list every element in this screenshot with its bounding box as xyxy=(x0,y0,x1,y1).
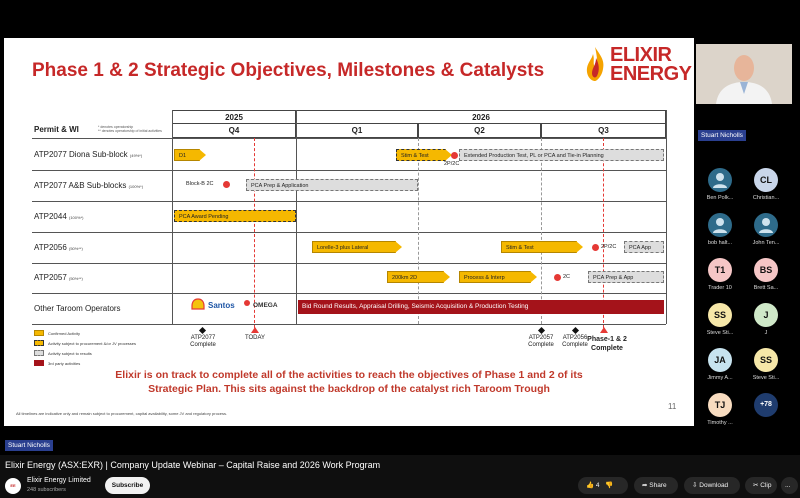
like-dislike-group[interactable] xyxy=(578,477,628,494)
santos-logo: Santos xyxy=(208,301,235,310)
bar-pca-award: PCA Award Pending xyxy=(174,210,296,222)
participant-avatar: CL xyxy=(754,168,778,192)
participant-name: Timothy ... xyxy=(707,420,733,426)
slide-title: Phase 1 & 2 Strategic Objectives, Milestones & Catalysts xyxy=(32,60,545,81)
row-label-other-operators: Other Taroom Operators xyxy=(34,304,121,313)
participant-name: Trader 10 xyxy=(708,285,732,291)
bar-lorelle: Lorelle-3 plus Lateral xyxy=(312,241,396,253)
brand-logo-text: ELIXIR ENERGY xyxy=(610,44,692,85)
bar-stim-test-1: Stim & Test xyxy=(396,149,446,161)
legend-swatch-confirmed xyxy=(34,330,44,336)
milestone-diamond-icon xyxy=(199,327,206,334)
presenter-name-tag: Stuart Nicholls xyxy=(698,130,746,141)
grid-line xyxy=(541,138,542,324)
milestone-diamond-icon xyxy=(572,327,579,334)
row-label-atp2077-diona: ATP2077 Diona Sub-block (49%*) xyxy=(34,150,143,159)
subscriber-count: 248 subscribers xyxy=(27,487,66,493)
grid-line xyxy=(32,324,666,325)
presenter-silhouette-icon xyxy=(696,44,792,104)
download-button[interactable]: ⇩ Download xyxy=(684,477,740,494)
participant-avatar: TJ xyxy=(708,393,732,417)
participant-name: Christian... xyxy=(752,195,780,201)
milestone-today: TODAY xyxy=(244,335,266,341)
permit-note: * denotes operatorship ** denotes operatorship of initial activities xyxy=(98,125,162,133)
participant-avatar xyxy=(708,168,732,192)
quarter-q1: Q1 xyxy=(296,123,418,138)
shell-logo-icon xyxy=(191,298,205,312)
omega-logo: OMEGA xyxy=(253,302,278,309)
share-icon: ➦ xyxy=(642,482,648,489)
bar-pca-prep-app: PCA Prep & App xyxy=(588,271,664,283)
legend-swatch-third-party xyxy=(34,360,44,366)
participant-name: Ben Polk... xyxy=(706,195,734,201)
quarter-q3: Q3 xyxy=(541,123,666,138)
participant-name: Jimmy A... xyxy=(707,375,733,381)
participant-name: John Ten... xyxy=(752,240,780,246)
clip-button[interactable]: ✂ Clip xyxy=(745,477,777,494)
row-label-atp2057: ATP2057 (50%**) xyxy=(34,273,83,282)
milestone-atp2057: ATP2057 Complete xyxy=(528,335,554,348)
grid-line xyxy=(32,232,666,233)
grid-line xyxy=(32,263,666,264)
summary-text: Elixir is on track to complete all of the activities to reach the objectives of Phase 1 and 2 of its Strategic Plan. This sits against the backdrop of the catalyst rich Taroom Trough xyxy=(115,369,583,395)
milestone-phase: Phase-1 & 2 Complete xyxy=(587,336,627,352)
participant-avatar: JA xyxy=(708,348,732,372)
row-label-atp2044: ATP2044 (100%*) xyxy=(34,212,84,221)
grid-line xyxy=(32,293,666,294)
participant-avatar xyxy=(708,213,732,237)
participant-name: J xyxy=(764,330,768,336)
flame-logo-icon xyxy=(584,46,606,82)
milestone-diamond-icon xyxy=(538,327,545,334)
grid-line xyxy=(418,138,419,324)
bar-stim-test-2: Stim & Test xyxy=(501,241,577,253)
milestone-atp2077: ATP2077 Complete xyxy=(190,335,216,348)
label-block-b: Block-B 2C xyxy=(186,181,214,187)
participants-sidebar xyxy=(694,38,800,438)
quarter-q2: Q2 xyxy=(418,123,541,138)
legend-swatch-procurement xyxy=(34,340,44,346)
more-participants-button[interactable]: +78 xyxy=(754,393,778,417)
bar-ept: Extended Production Test, PL or PCA and Tie-in Planning xyxy=(459,149,664,161)
row-label-atp2056: ATP2056 (50%**) xyxy=(34,243,83,252)
today-line xyxy=(254,138,255,328)
participant-name: bob halt... xyxy=(707,240,733,246)
download-icon: ⇩ xyxy=(692,482,698,489)
grid-line xyxy=(666,110,667,324)
milestone-dot xyxy=(451,152,458,159)
presenter-video xyxy=(696,44,792,104)
channel-name[interactable]: Elixir Energy Limited xyxy=(27,477,91,484)
legend-results: Activity subject to results xyxy=(48,351,92,356)
person-icon xyxy=(708,168,732,192)
disclaimer: All timelines are indicative only and remain subject to procurement, capital availability, some JV and regulatory process. xyxy=(16,411,228,416)
year-2026: 2026 xyxy=(296,110,666,125)
channel-avatar[interactable]: EE xyxy=(5,478,21,494)
participant-avatar xyxy=(754,213,778,237)
participant-avatar: SS xyxy=(708,303,732,327)
participant-name: Steve Sti... xyxy=(752,375,780,381)
legend-procurement: Activity subject to procurement &/or JV processes xyxy=(48,341,137,346)
bar-d1: D1 xyxy=(174,149,200,161)
legend-confirmed: Confirmed Activity xyxy=(48,331,81,336)
today-marker-icon xyxy=(251,327,259,333)
thumbs-up-icon[interactable]: 👍 xyxy=(586,482,595,489)
share-button[interactable]: ➦ Share xyxy=(634,477,678,494)
legend-third-party: 3rd party activities xyxy=(48,361,81,366)
label-2p2c-2: 2P/2C xyxy=(601,244,617,250)
label-2c: 2C xyxy=(563,274,571,280)
milestone-dot xyxy=(592,244,599,251)
scissors-icon: ✂ xyxy=(753,482,759,489)
bar-pca-app: PCA App xyxy=(624,241,664,253)
like-count: 4 xyxy=(595,482,600,489)
bar-bid-round: Bid Round Results, Appraisal Drilling, Seismic Acquisition & Production Testing xyxy=(298,300,664,314)
grid-line xyxy=(32,138,666,139)
bar-process-interp: Process & Interp xyxy=(459,271,531,283)
bottom-name-tag: Stuart Nicholls xyxy=(5,440,53,451)
presentation-slide xyxy=(4,38,694,426)
participant-avatar: J xyxy=(754,303,778,327)
grid-line xyxy=(32,170,666,171)
video-title: Elixir Energy (ASX:EXR) | Company Update Webinar – Capital Raise and 2026 Work Program xyxy=(5,460,381,470)
grid-line xyxy=(32,201,666,202)
phase-marker-icon xyxy=(600,327,608,333)
thumbs-down-icon[interactable]: 👎 xyxy=(605,482,614,489)
quarter-q4: Q4 xyxy=(172,123,296,138)
participant-name: Steve Sti... xyxy=(706,330,734,336)
milestone-dot xyxy=(223,181,230,188)
bar-200km-2d: 200km 2D xyxy=(387,271,444,283)
grid-line xyxy=(172,110,173,324)
milestone-dot xyxy=(554,274,561,281)
subscribe-button[interactable]: Subscribe xyxy=(105,477,150,494)
row-label-atp2077-ab: ATP2077 A&B Sub-blocks (100%*) xyxy=(34,181,144,190)
santos-dot-icon xyxy=(244,300,250,306)
legend-swatch-results xyxy=(34,350,44,356)
page-number: 11 xyxy=(668,402,677,411)
participant-avatar: SS xyxy=(754,348,778,372)
label-2p2c-1: 2P/2C xyxy=(444,161,460,167)
person-icon xyxy=(708,213,732,237)
participant-avatar: T1 xyxy=(708,258,732,282)
person-icon xyxy=(754,213,778,237)
milestone-atp2056: ATP2056 Complete xyxy=(562,335,588,348)
participant-name: Brett Sa... xyxy=(753,285,779,291)
grid-line xyxy=(296,110,297,324)
permit-header: Permit & WI xyxy=(34,125,79,134)
more-actions-button[interactable]: ... xyxy=(781,477,798,494)
bar-pca-prep: PCA Prep & Application xyxy=(246,179,418,191)
participant-avatar: BS xyxy=(754,258,778,282)
year-2025: 2025 xyxy=(172,110,296,125)
